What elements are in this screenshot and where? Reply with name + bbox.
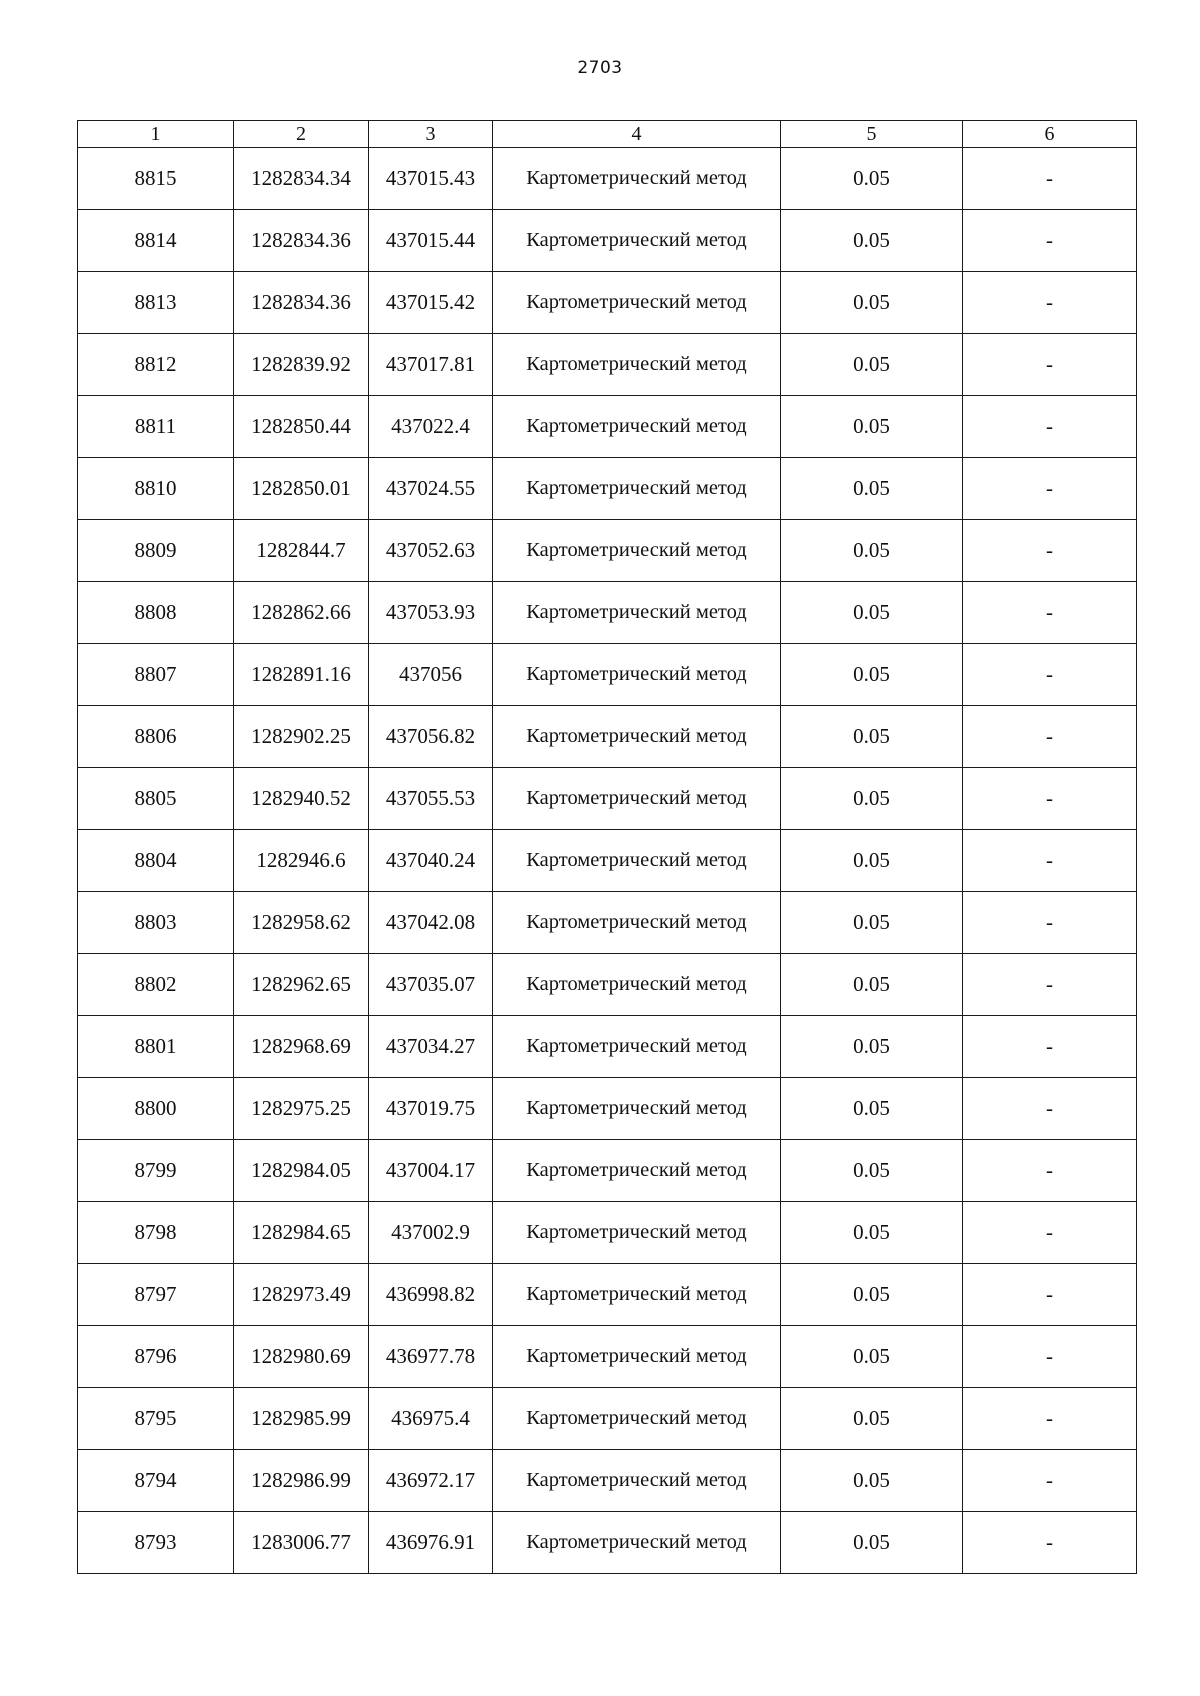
method-cell: Картометрический метод	[493, 520, 781, 582]
point-number-cell: 8802	[78, 954, 234, 1016]
description-cell: -	[963, 644, 1137, 706]
table-row	[78, 706, 1137, 768]
table-row	[78, 1326, 1137, 1388]
method-cell: Картометрический метод	[493, 1078, 781, 1140]
y-coordinate-cell: 436975.4	[369, 1388, 493, 1450]
table-row	[78, 1016, 1137, 1078]
accuracy-cell: 0.05	[781, 458, 963, 520]
y-coordinate-cell: 437052.63	[369, 520, 493, 582]
x-coordinate-cell: 1282902.25	[234, 706, 369, 768]
y-coordinate-cell: 437024.55	[369, 458, 493, 520]
y-coordinate-cell: 436998.82	[369, 1264, 493, 1326]
description-cell: -	[963, 148, 1137, 210]
x-coordinate-cell: 1282844.7	[234, 520, 369, 582]
description-cell: -	[963, 396, 1137, 458]
column-header-6: 6	[963, 121, 1137, 148]
column-header-1: 1	[78, 121, 234, 148]
y-coordinate-cell: 437055.53	[369, 768, 493, 830]
point-number-cell: 8801	[78, 1016, 234, 1078]
x-coordinate-cell: 1283006.77	[234, 1512, 369, 1574]
table-row	[78, 1264, 1137, 1326]
description-cell: -	[963, 1326, 1137, 1388]
description-cell: -	[963, 520, 1137, 582]
point-number-cell: 8815	[78, 148, 234, 210]
description-cell: -	[963, 1388, 1137, 1450]
accuracy-cell: 0.05	[781, 1388, 963, 1450]
description-cell: -	[963, 830, 1137, 892]
accuracy-cell: 0.05	[781, 272, 963, 334]
y-coordinate-cell: 436977.78	[369, 1326, 493, 1388]
point-number-cell: 8814	[78, 210, 234, 272]
accuracy-cell: 0.05	[781, 148, 963, 210]
accuracy-cell: 0.05	[781, 1016, 963, 1078]
accuracy-cell: 0.05	[781, 644, 963, 706]
y-coordinate-cell: 437042.08	[369, 892, 493, 954]
point-number-cell: 8805	[78, 768, 234, 830]
column-header-2: 2	[234, 121, 369, 148]
point-number-cell: 8797	[78, 1264, 234, 1326]
y-coordinate-cell: 437002.9	[369, 1202, 493, 1264]
point-number-cell: 8811	[78, 396, 234, 458]
description-cell: -	[963, 210, 1137, 272]
point-number-cell: 8804	[78, 830, 234, 892]
point-number-cell: 8800	[78, 1078, 234, 1140]
page-number: 2703	[577, 58, 623, 78]
description-cell: -	[963, 954, 1137, 1016]
accuracy-cell: 0.05	[781, 582, 963, 644]
table-row	[78, 396, 1137, 458]
coordinates-table	[77, 120, 1137, 1574]
point-number-cell: 8796	[78, 1326, 234, 1388]
x-coordinate-cell: 1282834.34	[234, 148, 369, 210]
table-row	[78, 1388, 1137, 1450]
y-coordinate-cell: 437017.81	[369, 334, 493, 396]
method-cell: Картометрический метод	[493, 644, 781, 706]
method-cell: Картометрический метод	[493, 1388, 781, 1450]
accuracy-cell: 0.05	[781, 1264, 963, 1326]
point-number-cell: 8799	[78, 1140, 234, 1202]
description-cell: -	[963, 1140, 1137, 1202]
table-row	[78, 644, 1137, 706]
accuracy-cell: 0.05	[781, 830, 963, 892]
x-coordinate-cell: 1282850.44	[234, 396, 369, 458]
column-header-4: 4	[493, 121, 781, 148]
method-cell: Картометрический метод	[493, 1512, 781, 1574]
accuracy-cell: 0.05	[781, 1202, 963, 1264]
x-coordinate-cell: 1282973.49	[234, 1264, 369, 1326]
y-coordinate-cell: 437053.93	[369, 582, 493, 644]
method-cell: Картометрический метод	[493, 148, 781, 210]
method-cell: Картометрический метод	[493, 830, 781, 892]
table-row	[78, 272, 1137, 334]
description-cell: -	[963, 582, 1137, 644]
y-coordinate-cell: 436972.17	[369, 1450, 493, 1512]
x-coordinate-cell: 1282980.69	[234, 1326, 369, 1388]
table-row	[78, 1202, 1137, 1264]
x-coordinate-cell: 1282839.92	[234, 334, 369, 396]
x-coordinate-cell: 1282946.6	[234, 830, 369, 892]
x-coordinate-cell: 1282862.66	[234, 582, 369, 644]
description-cell: -	[963, 1264, 1137, 1326]
table-row	[78, 520, 1137, 582]
point-number-cell: 8807	[78, 644, 234, 706]
description-cell: -	[963, 334, 1137, 396]
method-cell: Картометрический метод	[493, 1326, 781, 1388]
method-cell: Картометрический метод	[493, 334, 781, 396]
point-number-cell: 8806	[78, 706, 234, 768]
method-cell: Картометрический метод	[493, 582, 781, 644]
method-cell: Картометрический метод	[493, 1264, 781, 1326]
method-cell: Картометрический метод	[493, 1016, 781, 1078]
point-number-cell: 8808	[78, 582, 234, 644]
accuracy-cell: 0.05	[781, 1140, 963, 1202]
x-coordinate-cell: 1282940.52	[234, 768, 369, 830]
table-row	[78, 334, 1137, 396]
description-cell: -	[963, 272, 1137, 334]
point-number-cell: 8794	[78, 1450, 234, 1512]
accuracy-cell: 0.05	[781, 1078, 963, 1140]
y-coordinate-cell: 437004.17	[369, 1140, 493, 1202]
x-coordinate-cell: 1282985.99	[234, 1388, 369, 1450]
description-cell: -	[963, 892, 1137, 954]
x-coordinate-cell: 1282975.25	[234, 1078, 369, 1140]
header-row	[78, 121, 1137, 148]
table-row	[78, 1450, 1137, 1512]
description-cell: -	[963, 458, 1137, 520]
y-coordinate-cell: 437035.07	[369, 954, 493, 1016]
description-cell: -	[963, 1512, 1137, 1574]
accuracy-cell: 0.05	[781, 396, 963, 458]
method-cell: Картометрический метод	[493, 892, 781, 954]
description-cell: -	[963, 706, 1137, 768]
method-cell: Картометрический метод	[493, 272, 781, 334]
method-cell: Картометрический метод	[493, 458, 781, 520]
point-number-cell: 8813	[78, 272, 234, 334]
description-cell: -	[963, 1016, 1137, 1078]
accuracy-cell: 0.05	[781, 1450, 963, 1512]
table-row	[78, 954, 1137, 1016]
accuracy-cell: 0.05	[781, 892, 963, 954]
method-cell: Картометрический метод	[493, 396, 781, 458]
table-row	[78, 582, 1137, 644]
accuracy-cell: 0.05	[781, 954, 963, 1016]
table-row	[78, 892, 1137, 954]
y-coordinate-cell: 437019.75	[369, 1078, 493, 1140]
method-cell: Картометрический метод	[493, 210, 781, 272]
accuracy-cell: 0.05	[781, 1512, 963, 1574]
x-coordinate-cell: 1282986.99	[234, 1450, 369, 1512]
table-row	[78, 830, 1137, 892]
point-number-cell: 8812	[78, 334, 234, 396]
x-coordinate-cell: 1282834.36	[234, 272, 369, 334]
point-number-cell: 8795	[78, 1388, 234, 1450]
x-coordinate-cell: 1282891.16	[234, 644, 369, 706]
column-header-3: 3	[369, 121, 493, 148]
table-row	[78, 768, 1137, 830]
point-number-cell: 8809	[78, 520, 234, 582]
x-coordinate-cell: 1282968.69	[234, 1016, 369, 1078]
x-coordinate-cell: 1282984.65	[234, 1202, 369, 1264]
method-cell: Картометрический метод	[493, 1140, 781, 1202]
point-number-cell: 8810	[78, 458, 234, 520]
column-header-5: 5	[781, 121, 963, 148]
method-cell: Картометрический метод	[493, 954, 781, 1016]
y-coordinate-cell: 436976.91	[369, 1512, 493, 1574]
y-coordinate-cell: 437040.24	[369, 830, 493, 892]
accuracy-cell: 0.05	[781, 334, 963, 396]
table-row	[78, 1078, 1137, 1140]
y-coordinate-cell: 437056	[369, 644, 493, 706]
method-cell: Картометрический метод	[493, 706, 781, 768]
x-coordinate-cell: 1282984.05	[234, 1140, 369, 1202]
table-row	[78, 458, 1137, 520]
description-cell: -	[963, 1202, 1137, 1264]
point-number-cell: 8798	[78, 1202, 234, 1264]
y-coordinate-cell: 437034.27	[369, 1016, 493, 1078]
y-coordinate-cell: 437022.4	[369, 396, 493, 458]
table-row	[78, 210, 1137, 272]
table-body	[78, 148, 1137, 1574]
method-cell: Картометрический метод	[493, 768, 781, 830]
table-row	[78, 1140, 1137, 1202]
accuracy-cell: 0.05	[781, 768, 963, 830]
x-coordinate-cell: 1282958.62	[234, 892, 369, 954]
method-cell: Картометрический метод	[493, 1202, 781, 1264]
y-coordinate-cell: 437056.82	[369, 706, 493, 768]
x-coordinate-cell: 1282962.65	[234, 954, 369, 1016]
x-coordinate-cell: 1282850.01	[234, 458, 369, 520]
point-number-cell: 8803	[78, 892, 234, 954]
accuracy-cell: 0.05	[781, 1326, 963, 1388]
table-row	[78, 148, 1137, 210]
accuracy-cell: 0.05	[781, 706, 963, 768]
table-row	[78, 1512, 1137, 1574]
y-coordinate-cell: 437015.44	[369, 210, 493, 272]
y-coordinate-cell: 437015.43	[369, 148, 493, 210]
accuracy-cell: 0.05	[781, 520, 963, 582]
x-coordinate-cell: 1282834.36	[234, 210, 369, 272]
accuracy-cell: 0.05	[781, 210, 963, 272]
method-cell: Картометрический метод	[493, 1450, 781, 1512]
description-cell: -	[963, 1078, 1137, 1140]
point-number-cell: 8793	[78, 1512, 234, 1574]
y-coordinate-cell: 437015.42	[369, 272, 493, 334]
description-cell: -	[963, 1450, 1137, 1512]
description-cell: -	[963, 768, 1137, 830]
table-header	[78, 121, 1137, 148]
